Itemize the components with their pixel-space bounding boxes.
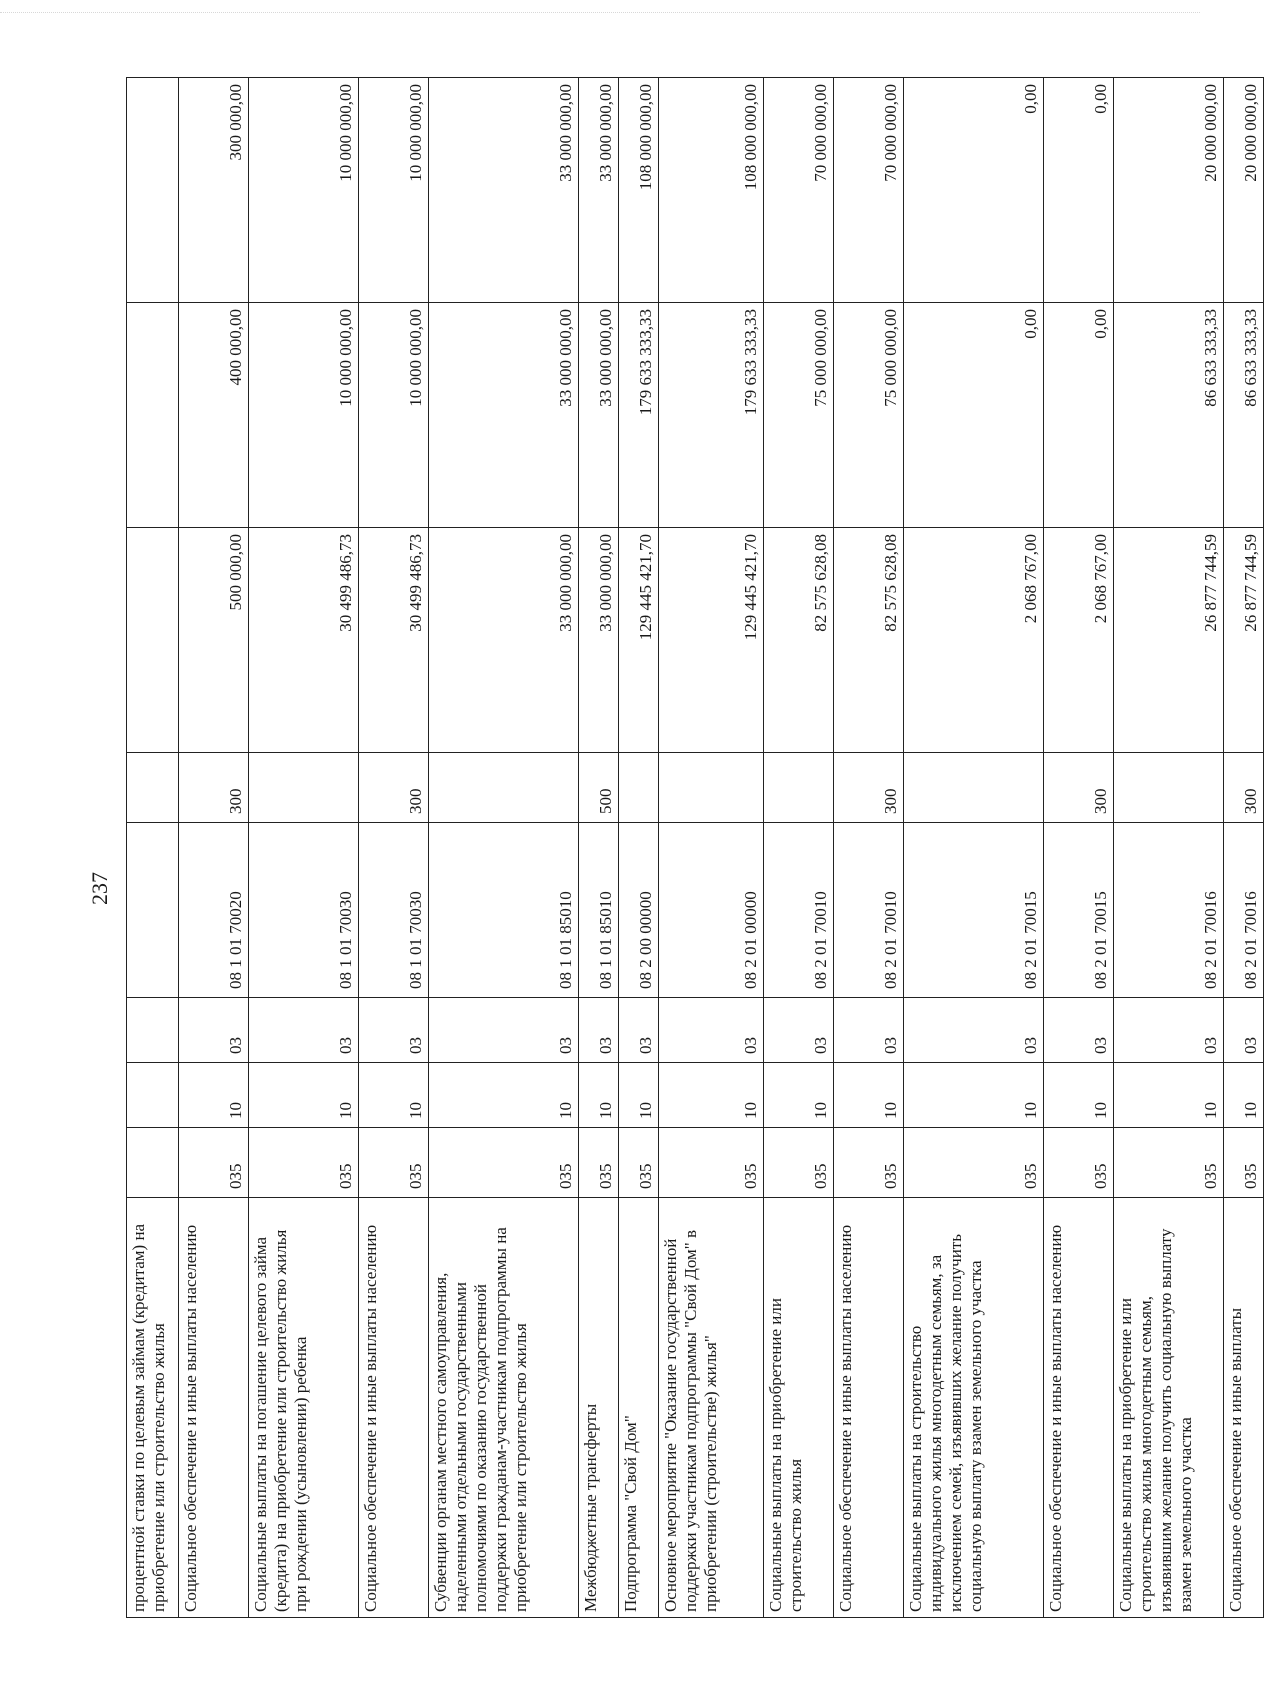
cell-amount-year-3: 20 000 000,00	[1224, 78, 1264, 303]
cell-section: 10	[619, 1063, 659, 1128]
cell-expense-type	[764, 753, 834, 823]
cell-subsection: 03	[249, 998, 359, 1063]
cell-amount-year-2: 179 633 333,33	[659, 303, 764, 528]
cell-section: 10	[834, 1063, 904, 1128]
cell-subsection: 03	[1044, 998, 1114, 1063]
table-row	[179, 78, 249, 1618]
cell-section: 10	[359, 1063, 429, 1128]
table-row	[659, 78, 764, 1618]
cell-subsection: 03	[429, 998, 579, 1063]
cell-amount-year-2: 75 000 000,00	[764, 303, 834, 528]
cell-amount-year-1: 2 068 767,00	[904, 528, 1044, 753]
cell-target-article: 08 1 01 85010	[579, 823, 619, 998]
cell-section: 10	[249, 1063, 359, 1128]
cell-name: Подпрограмма "Свой Дом"	[619, 1198, 659, 1618]
cell-name: Социальные выплаты на погашение целевого займа (кредита) на приобретение или строительство жилья при рождении (усыновлении) ребенка	[249, 1198, 359, 1618]
table-row	[359, 78, 429, 1618]
table-row	[764, 78, 834, 1618]
cell-expense-type: 300	[179, 753, 249, 823]
cell-admin-code: 035	[579, 1128, 619, 1198]
cell-amount-year-2: 86 633 333,33	[1224, 303, 1264, 528]
cell-amount-year-1: 500 000,00	[179, 528, 249, 753]
cell-amount-year-2: 10 000 000,00	[359, 303, 429, 528]
cell-amount-year-3: 0,00	[1044, 78, 1114, 303]
cell-target-article: 08 1 01 85010	[429, 823, 579, 998]
cell-amount-year-2: 0,00	[904, 303, 1044, 528]
cell-amount-year-1: 30 499 486,73	[249, 528, 359, 753]
cell-name: Социальное обеспечение и иные выплаты населению	[359, 1198, 429, 1618]
cell-name: Социальное обеспечение и иные выплаты населению	[1044, 1198, 1114, 1618]
cell-subsection: 03	[1224, 998, 1264, 1063]
cell-amount-year-1	[127, 528, 179, 753]
cell-amount-year-2: 86 633 333,33	[1114, 303, 1224, 528]
table-row	[619, 78, 659, 1618]
cell-expense-type	[127, 753, 179, 823]
cell-subsection: 03	[834, 998, 904, 1063]
cell-amount-year-3: 108 000 000,00	[659, 78, 764, 303]
cell-subsection	[127, 998, 179, 1063]
cell-section: 10	[659, 1063, 764, 1128]
cell-section: 10	[179, 1063, 249, 1128]
cell-subsection: 03	[659, 998, 764, 1063]
cell-amount-year-3: 108 000 000,00	[619, 78, 659, 303]
cell-amount-year-3: 70 000 000,00	[764, 78, 834, 303]
cell-amount-year-1: 129 445 421,70	[619, 528, 659, 753]
cell-subsection: 03	[579, 998, 619, 1063]
cell-expense-type	[904, 753, 1044, 823]
cell-admin-code: 035	[659, 1128, 764, 1198]
table-row	[1044, 78, 1114, 1618]
cell-admin-code: 035	[1044, 1128, 1114, 1198]
cell-name: Субвенции органам местного самоуправления, наделенными отдельными государственными полномочиями по оказанию государственной поддержки гражданам-участникам подпрограммы на приобретение или строительство жилья	[429, 1198, 579, 1618]
cell-target-article: 08 2 01 70015	[1044, 823, 1114, 998]
cell-amount-year-2: 400 000,00	[179, 303, 249, 528]
cell-amount-year-3	[127, 78, 179, 303]
cell-target-article	[127, 823, 179, 998]
cell-target-article: 08 2 01 70016	[1224, 823, 1264, 998]
cell-amount-year-1: 33 000 000,00	[429, 528, 579, 753]
cell-subsection: 03	[1114, 998, 1224, 1063]
cell-amount-year-2: 33 000 000,00	[429, 303, 579, 528]
budget-table	[126, 77, 1264, 1618]
cell-expense-type: 300	[359, 753, 429, 823]
table-row	[429, 78, 579, 1618]
table-row	[834, 78, 904, 1618]
cell-target-article: 08 1 01 70030	[359, 823, 429, 998]
cell-amount-year-2: 75 000 000,00	[834, 303, 904, 528]
cell-admin-code: 035	[359, 1128, 429, 1198]
cell-target-article: 08 2 01 70016	[1114, 823, 1224, 998]
scan-edge-line	[0, 12, 1200, 13]
cell-section: 10	[1114, 1063, 1224, 1128]
table-row	[1114, 78, 1224, 1618]
cell-expense-type: 300	[1044, 753, 1114, 823]
cell-amount-year-2	[127, 303, 179, 528]
cell-subsection: 03	[764, 998, 834, 1063]
cell-expense-type: 500	[579, 753, 619, 823]
cell-expense-type	[249, 753, 359, 823]
cell-target-article: 08 1 01 70030	[249, 823, 359, 998]
cell-name: Социальные выплаты на строительство индивидуального жилья многодетным семьям, за исключением семей, изъявивших желание получить социальную выплату взамен земельного участка	[904, 1198, 1044, 1618]
table-row	[579, 78, 619, 1618]
cell-target-article: 08 2 01 70015	[904, 823, 1044, 998]
cell-expense-type: 300	[834, 753, 904, 823]
cell-expense-type	[1114, 753, 1224, 823]
cell-amount-year-3: 0,00	[904, 78, 1044, 303]
cell-amount-year-3: 300 000,00	[179, 78, 249, 303]
cell-section: 10	[1044, 1063, 1114, 1128]
cell-target-article: 08 2 01 70010	[764, 823, 834, 998]
cell-section: 10	[579, 1063, 619, 1128]
cell-admin-code: 035	[834, 1128, 904, 1198]
cell-section	[127, 1063, 179, 1128]
cell-amount-year-2: 10 000 000,00	[249, 303, 359, 528]
table-row	[249, 78, 359, 1618]
cell-target-article: 08 2 01 70010	[834, 823, 904, 998]
cell-name: Основное мероприятие "Оказание государственной поддержки участникам подпрограммы "Свой Дом" в приобретении (строительстве) жилья"	[659, 1198, 764, 1618]
cell-amount-year-2: 179 633 333,33	[619, 303, 659, 528]
page-number: 237	[87, 872, 112, 905]
cell-name: Социальные выплаты на приобретение или строительство жилья многодетным семьям, изъявившим желание получить социальную выплату взамен земельного участка	[1114, 1198, 1224, 1618]
cell-name: Межбюджетные трансферты	[579, 1198, 619, 1618]
cell-amount-year-3: 20 000 000,00	[1114, 78, 1224, 303]
cell-admin-code: 035	[1224, 1128, 1264, 1198]
table-row	[904, 78, 1044, 1618]
cell-admin-code: 035	[1114, 1128, 1224, 1198]
cell-target-article: 08 2 01 00000	[659, 823, 764, 998]
cell-target-article: 08 2 00 00000	[619, 823, 659, 998]
cell-subsection: 03	[179, 998, 249, 1063]
cell-amount-year-3: 10 000 000,00	[359, 78, 429, 303]
cell-amount-year-1: 26 877 744,59	[1114, 528, 1224, 753]
cell-amount-year-3: 33 000 000,00	[429, 78, 579, 303]
cell-expense-type: 300	[1224, 753, 1264, 823]
table-row	[1224, 78, 1264, 1618]
cell-section: 10	[764, 1063, 834, 1128]
cell-name: Социальное обеспечение и иные выплаты	[1224, 1198, 1264, 1618]
cell-amount-year-1: 2 068 767,00	[1044, 528, 1114, 753]
cell-admin-code: 035	[429, 1128, 579, 1198]
table-body	[127, 78, 1264, 1618]
cell-subsection: 03	[359, 998, 429, 1063]
cell-amount-year-3: 10 000 000,00	[249, 78, 359, 303]
cell-name: процентной ставки по целевым займам (кредитам) на приобретение или строительство жилья	[127, 1198, 179, 1618]
cell-name: Социальные выплаты на приобретение или строительство жилья	[764, 1198, 834, 1618]
cell-section: 10	[904, 1063, 1044, 1128]
cell-amount-year-1: 129 445 421,70	[659, 528, 764, 753]
cell-section: 10	[1224, 1063, 1264, 1128]
rotated-table-container	[126, 78, 1260, 1618]
cell-target-article: 08 1 01 70020	[179, 823, 249, 998]
cell-amount-year-3: 70 000 000,00	[834, 78, 904, 303]
cell-name: Социальное обеспечение и иные выплаты населению	[834, 1198, 904, 1618]
cell-admin-code: 035	[904, 1128, 1044, 1198]
cell-expense-type	[429, 753, 579, 823]
cell-admin-code: 035	[764, 1128, 834, 1198]
cell-section: 10	[429, 1063, 579, 1128]
cell-expense-type	[659, 753, 764, 823]
cell-admin-code	[127, 1128, 179, 1198]
cell-amount-year-1: 33 000 000,00	[579, 528, 619, 753]
cell-admin-code: 035	[619, 1128, 659, 1198]
cell-subsection: 03	[619, 998, 659, 1063]
table-row	[127, 78, 179, 1618]
cell-amount-year-1: 82 575 628,08	[834, 528, 904, 753]
cell-amount-year-3: 33 000 000,00	[579, 78, 619, 303]
cell-admin-code: 035	[249, 1128, 359, 1198]
cell-amount-year-1: 26 877 744,59	[1224, 528, 1264, 753]
cell-amount-year-1: 82 575 628,08	[764, 528, 834, 753]
cell-name: Социальное обеспечение и иные выплаты населению	[179, 1198, 249, 1618]
cell-admin-code: 035	[179, 1128, 249, 1198]
cell-amount-year-1: 30 499 486,73	[359, 528, 429, 753]
cell-expense-type	[619, 753, 659, 823]
cell-subsection: 03	[904, 998, 1044, 1063]
cell-amount-year-2: 33 000 000,00	[579, 303, 619, 528]
cell-amount-year-2: 0,00	[1044, 303, 1114, 528]
